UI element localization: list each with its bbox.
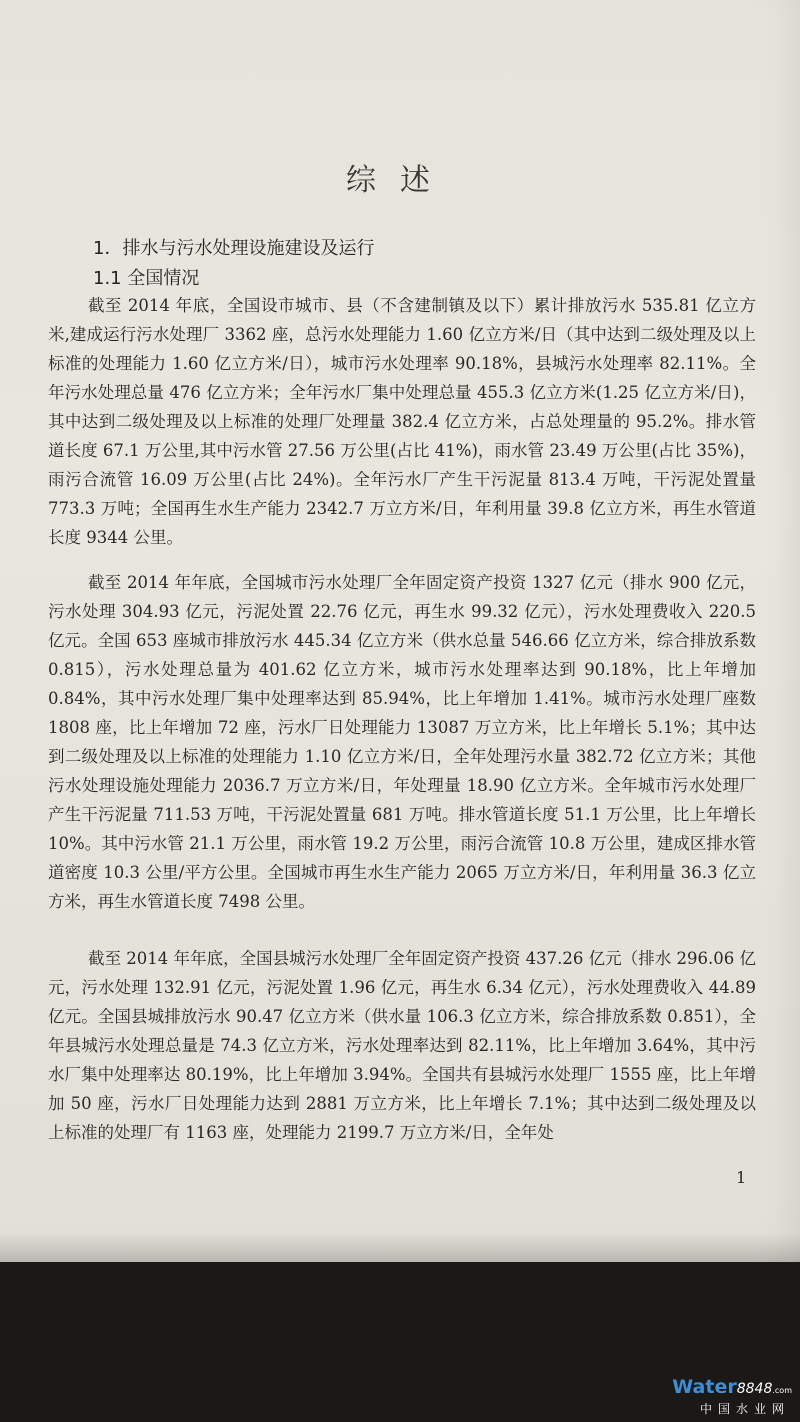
watermark-logo-number: 8848 <box>736 1381 773 1397</box>
subsection-heading: 1.1 全国情况 <box>93 268 200 289</box>
paragraph-2: 截至 2014 年年底，全国城市污水处理厂全年固定资产投资 1327 亿元（排水 900 亿元，污水处理 304.93 亿元，污泥处置 22.76 亿元，再生水 99.32 亿元），污水处理费收入 220.5 亿元。全国 653 座城市排放污水 445.34 亿立方米（供水总量 546.66 亿立方米，综合排放系数 0.815），污水处理总量为 401.62 亿立方米，城市污水处理率达到 90.18%，比上年增加 0.84%，其中污水处理厂集中处理率达到 85.94%，比上年增加 1.41%。城市污水处理厂座数 1808 座，比上年增加 72 座，污水厂日处理能力 13087 万立方米，比上年增长 5.1%；其中达到二级处理及以上标准的处理能力 1.10 亿立方米/日，全年处理污水量 382.72 亿立方米；其他污水处理设施处理能力 2036.7 万立方米/日，年处理量 18.90 亿立方米。全年城市污水处理厂产生干污泥量 711.53 万吨，干污泥处置量 681 万吨。排水管道长度 51.1 万公里，比上年增长 10%。其中污水管 21.1 万公里，雨水管 19.2 万公里，雨污合流管 10.8 万公里，建成区排水管道密度 10.3 公里/平方公里。全国城市再生水生产能力 2065 万立方米/日，年利用量 36.3 亿立方米，再生水管道长度 7498 公里。 <box>48 573 756 911</box>
watermark-logo-suffix: .com <box>772 1386 792 1395</box>
watermark-wordmark <box>672 1376 792 1398</box>
page-number: 1 <box>736 1168 747 1187</box>
paragraph-1: 截至 2014 年底，全国设市城市、县（不含建制镇及以下）累计排放污水 535.81 亿立方米,建成运行污水处理厂 3362 座，总污水处理能力 1.60 亿立方米/日（其中达到二级处理及以上标准的处理能力 1.60 亿立方米/日），城市污水处理率 90.18%，县城污水处理率 82.11%。全年污水处理总量 476 亿立方米；全年污水厂集中处理总量 455.3 亿立方米(1.25 亿立方米/日)，其中达到二级处理及以上标准的处理厂处理量 382.4 亿立方米，占总处理量的 95.2%。排水管道长度 67.1 万公里,其中污水管 27.56 万公里(占比 41%)，雨水管 23.49 万公里(占比 35%)，雨污合流管 16.09 万公里(占比 24%)。全年污水厂产生干污泥量 813.4 万吨，干污泥处置量 773.3 万吨；全国再生水生产能力 2342.7 万立方米/日，年利用量 39.8 亿立方米，再生水管道长度 9344 公里。 <box>48 296 756 547</box>
watermark-logo <box>658 1374 798 1420</box>
page-title: 综述 <box>346 163 454 198</box>
watermark-subtitle: 中国水业网 <box>699 1402 790 1416</box>
paragraph-3: 截至 2014 年年底，全国县城污水处理厂全年固定资产投资 437.26 亿元（排水 296.06 亿元，污水处理 132.91 亿元，污泥处置 1.96 亿元，再生水 6.34 亿元），污水处理费收入 44.89 亿元。全国县城排放污水 90.47 亿立方米（供水量 106.3 亿立方米，综合排放系数 0.851），全年县城污水处理总量是 74.3 亿立方米，污水处理率达到 82.11%，比上年增加 3.64%，其中污水厂集中处理率达 80.19%，比上年增加 3.94%。全国共有县城污水处理厂 1555 座，比上年增加 50 座，污水厂日处理能力达到 2881 万立方米，比上年增长 7.1%；其中达到二级处理及以上标准的处理厂有 1163 座，处理能力 2199.7 万立方米/日，全年处 <box>48 949 756 1142</box>
section-heading: 1．排水与污水处理设施建设及运行 <box>93 238 375 259</box>
watermark-logo-text: Water <box>672 1376 737 1398</box>
